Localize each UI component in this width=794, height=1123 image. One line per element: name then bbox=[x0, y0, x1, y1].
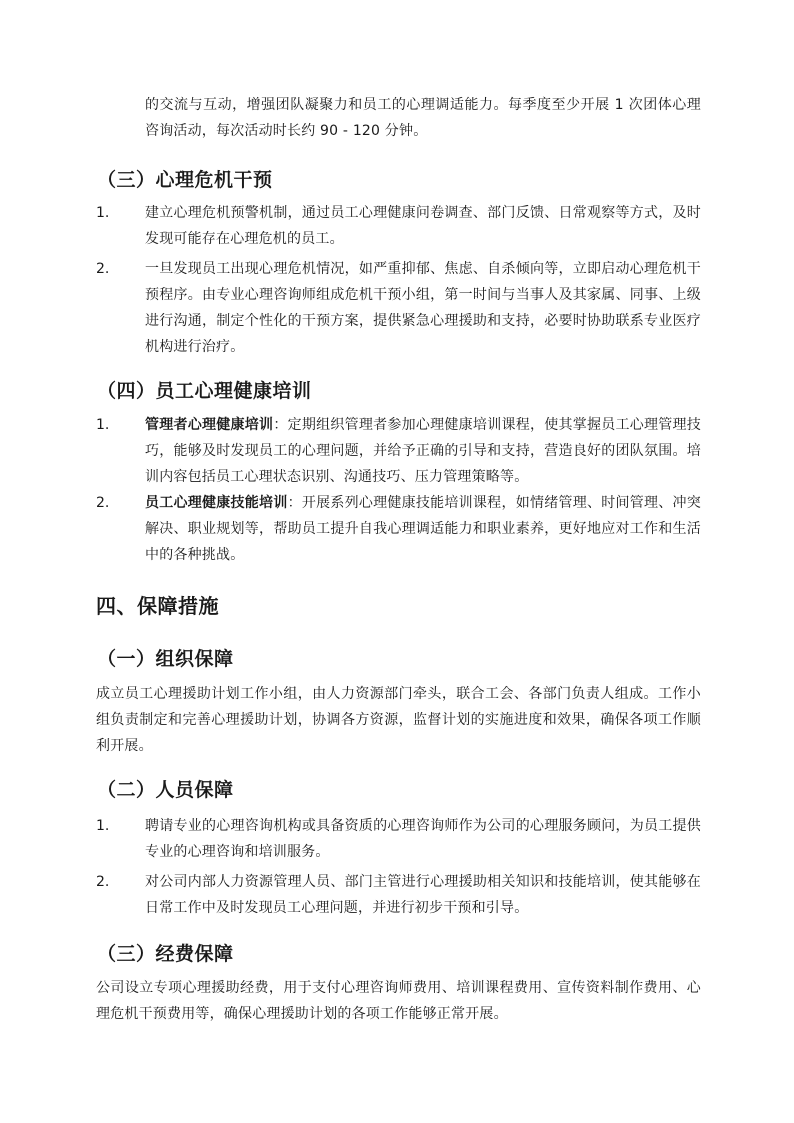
list-item: 对公司内部人力资源管理人员、部门主管进行心理援助相关知识和技能培训，使其能够在日常工作中及时发现员工心理问题，并进行初步干预和引导。 bbox=[145, 874, 701, 916]
list-number: 2. bbox=[96, 495, 110, 511]
list-item: 聘请专业的心理咨询机构或具备资质的心理咨询师作为公司的心理服务顾问，为员工提供专业的心理咨询和培训服务。 bbox=[145, 818, 701, 860]
list-item: 建立心理危机预警机制，通过员工心理健康问卷调查、部门反馈、日常观察等方式，及时发现可能存在心理危机的员工。 bbox=[145, 205, 701, 247]
continuation-paragraph: 的交流与互动，增强团队凝聚力和员工的心理调适能力。每季度至少开展 1 次团体心理咨询活动，每次活动时长约 90 - 120 分钟。 bbox=[145, 97, 701, 139]
heading-guarantee-measures: 四、保障措施 bbox=[96, 594, 219, 618]
list-item bbox=[145, 490, 701, 568]
list-number: 1. bbox=[96, 818, 110, 834]
organization-paragraph: 成立员工心理援助计划工作小组，由人力资源部门牵头，联合工会、各部门负责人组成。工作小组负责制定和完善心理援助计划，协调各方资源，监督计划的实施进度和效果，确保各项工作顺利开展。 bbox=[96, 686, 701, 754]
heading-funding-guarantee: （三）经费保障 bbox=[97, 943, 234, 965]
funding-paragraph: 公司设立专项心理援助经费，用于支付心理咨询师费用、培训课程费用、宣传资料制作费用、心理危机干预费用等，确保心理援助计划的各项工作能够正常开展。 bbox=[96, 980, 701, 1022]
list-number: 2. bbox=[96, 261, 110, 277]
list-item-title: 员工心理健康技能培训 bbox=[145, 495, 288, 511]
list-number: 1. bbox=[96, 205, 110, 221]
list-item: 一旦发现员工出现心理危机情况，如严重抑郁、焦虑、自杀倾向等，立即启动心理危机干预程序。由专业心理咨询师组成危机干预小组，第一时间与当事人及其家属、同事、上级进行沟通，制定个性化的干预方案，提供紧急心理援助和支持，必要时协助联系专业医疗机构进行治疗。 bbox=[145, 261, 701, 355]
heading-staff-guarantee: （二）人员保障 bbox=[97, 779, 234, 801]
heading-crisis-intervention: （三）心理危机干预 bbox=[97, 169, 273, 191]
list-item-body: ：定期组织管理者参加心理健康培训课程，使其掌握员工心理管理技巧，能够及时发现员工的心理问题，并给予正确的引导和支持，营造良好的团队氛围。培训内容包括员工心理状态识别、沟通技巧、压力管理策略等。 bbox=[145, 417, 701, 485]
list-item bbox=[145, 412, 701, 490]
list-number: 1. bbox=[96, 417, 110, 433]
heading-organization-guarantee: （一）组织保障 bbox=[97, 648, 234, 670]
list-number: 2. bbox=[96, 874, 110, 890]
heading-mental-health-training: （四）员工心理健康培训 bbox=[97, 380, 312, 402]
list-item-body: ：开展系列心理健康技能培训课程，如情绪管理、时间管理、冲突解决、职业规划等，帮助员工提升自我心理调适能力和职业素养，更好地应对工作和生活中的各种挑战。 bbox=[145, 495, 701, 563]
list-item-title: 管理者心理健康培训 bbox=[145, 417, 274, 433]
